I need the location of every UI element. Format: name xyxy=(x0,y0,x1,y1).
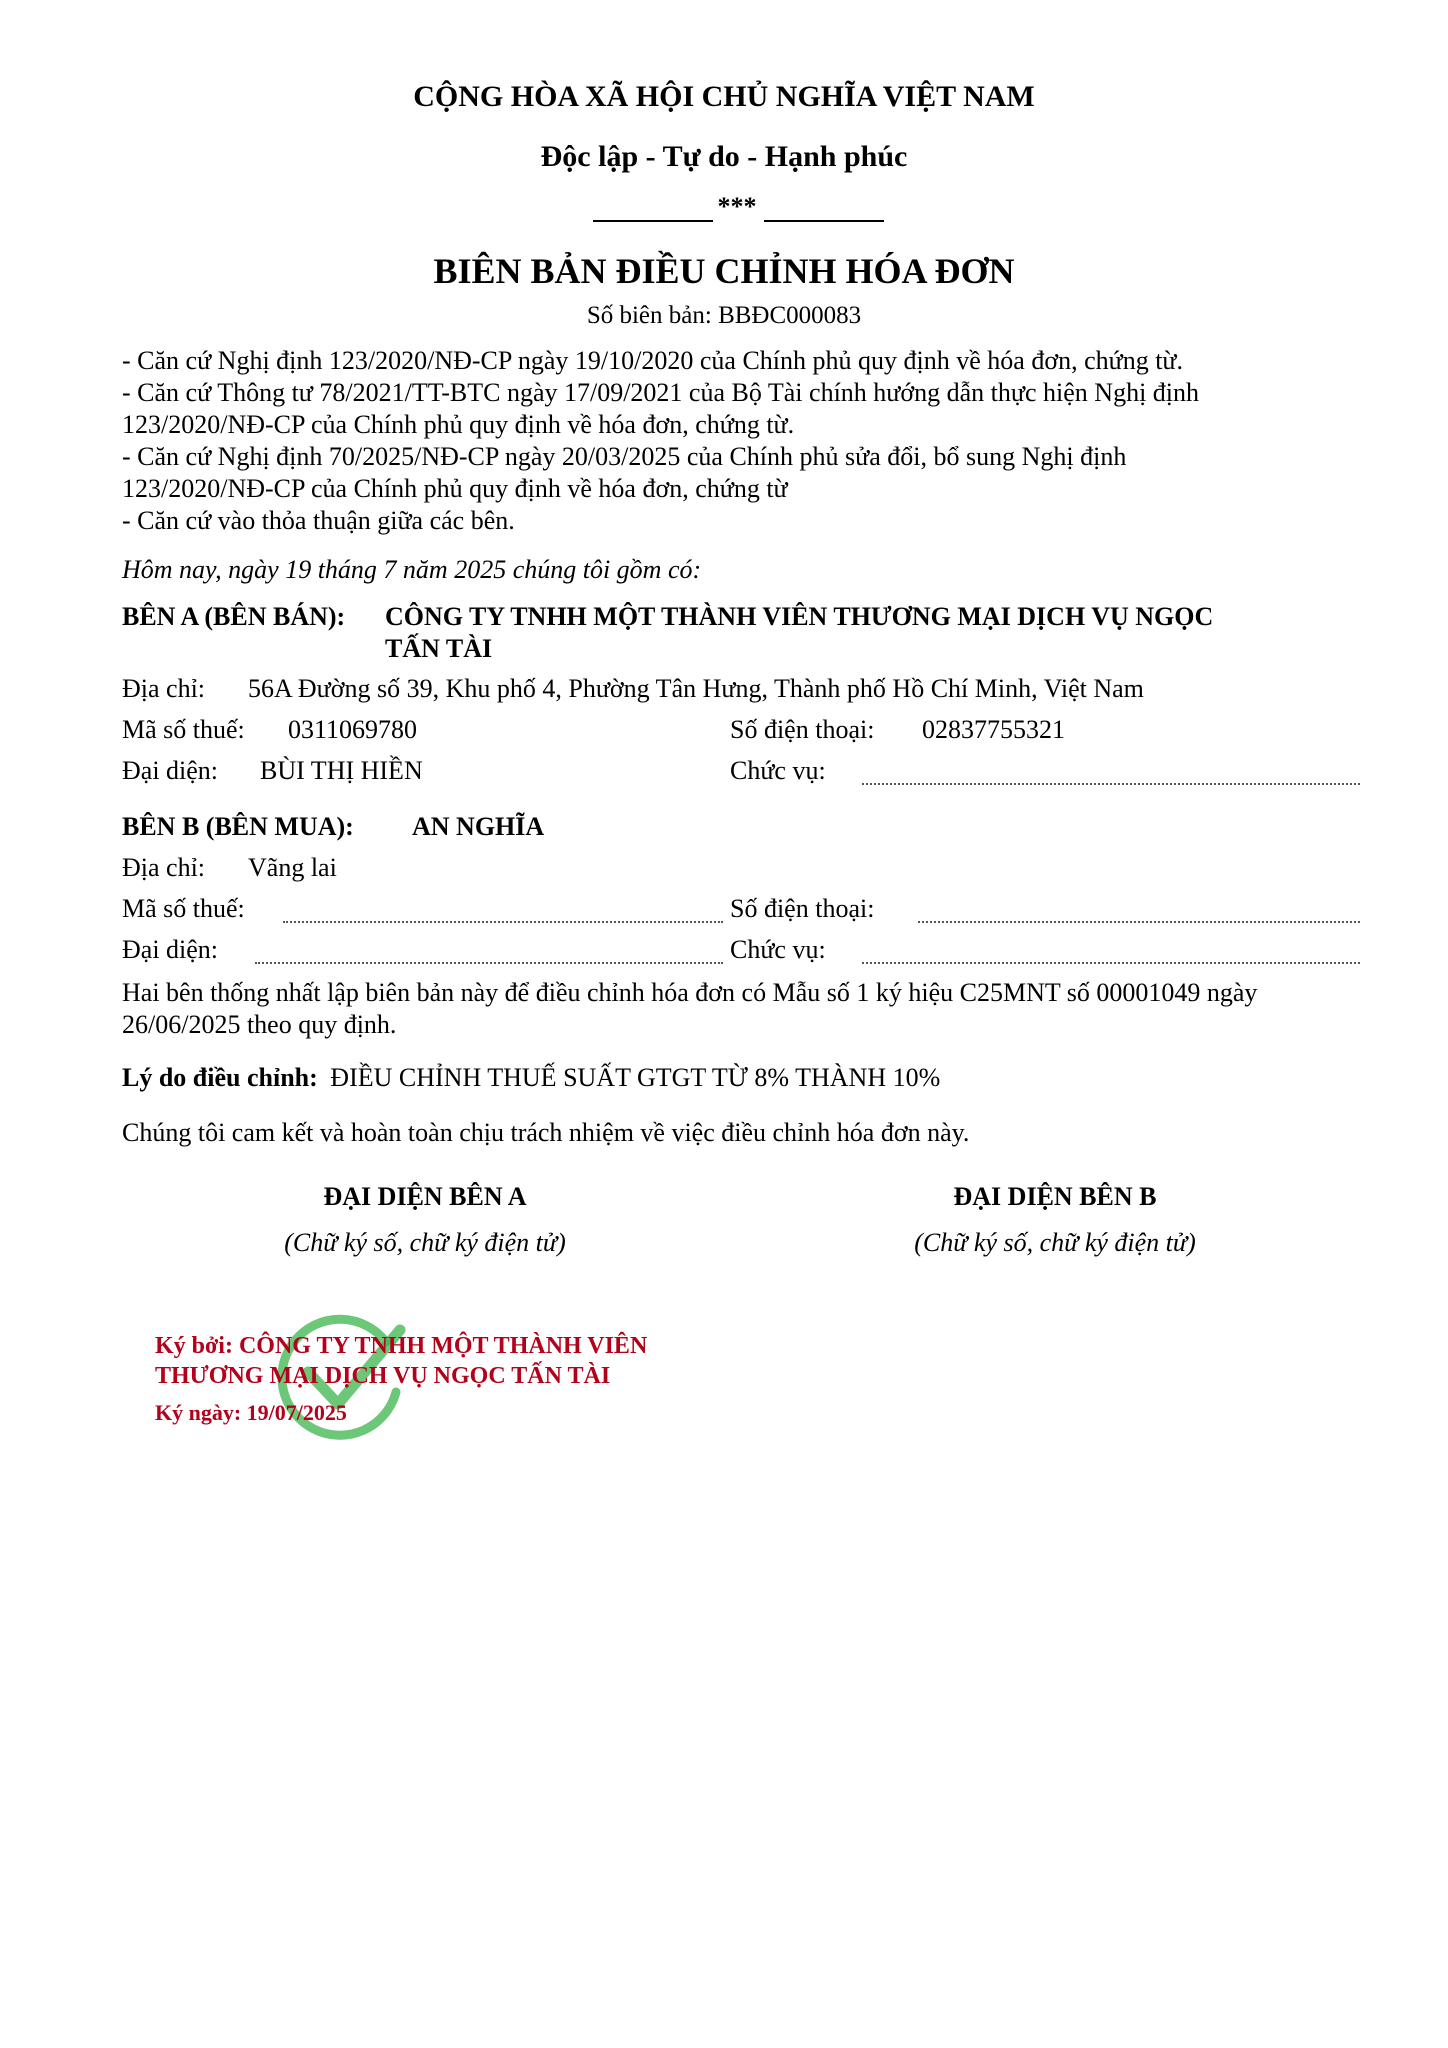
document-title: BIÊN BẢN ĐIỀU CHỈNH HÓA ĐƠN xyxy=(433,251,1015,291)
party-b-tax-label: Mã số thuế: xyxy=(122,894,245,923)
party-a-rep-label: Đại diện: xyxy=(122,756,219,785)
party-a-address-label: Địa chỉ: xyxy=(122,674,206,703)
country-header: CỘNG HÒA XÃ HỘI CHỦ NGHĨA VIỆT NAM xyxy=(413,80,1035,113)
agreement-line: Hai bên thống nhất lập biên bản này để điều chỉnh hóa đơn có Mẫu số 1 ký hiệu C25MNT số 00001049 ngày xyxy=(122,978,1258,1007)
party-a-phone-label: Số điện thoại: xyxy=(730,715,875,744)
header-rule-right xyxy=(764,220,884,222)
party-b-name: AN NGHĨA xyxy=(412,812,545,841)
header-rule-left xyxy=(593,220,713,222)
party-b-address-label: Địa chỉ: xyxy=(122,853,206,882)
today-line: Hôm nay, ngày 19 tháng 7 năm 2025 chúng tôi gồm có: xyxy=(122,555,702,584)
header-stars: *** xyxy=(717,192,757,221)
legal-basis-line: - Căn cứ vào thỏa thuận giữa các bên. xyxy=(122,506,515,535)
legal-basis-line: 123/2020/NĐ-CP của Chính phủ quy định về hóa đơn, chứng từ xyxy=(122,474,788,503)
legal-basis-line: 123/2020/NĐ-CP của Chính phủ quy định về hóa đơn, chứng từ. xyxy=(122,410,795,439)
party-a-label: BÊN A (BÊN BÁN): xyxy=(122,602,346,631)
party-a-phone: 02837755321 xyxy=(922,715,1065,744)
signature-b-title: ĐẠI DIỆN BÊN B xyxy=(953,1182,1157,1211)
legal-basis-line: - Căn cứ Nghị định 70/2025/NĐ-CP ngày 20/03/2025 của Chính phủ sửa đổi, bổ sung Nghị định xyxy=(122,442,1127,471)
signed-by-line: Ký bởi: CÔNG TY TNHH MỘT THÀNH VIÊN xyxy=(155,1333,648,1359)
party-a-tax-code: 0311069780 xyxy=(288,715,418,744)
party-a-name: CÔNG TY TNHH MỘT THÀNH VIÊN THƯƠNG MẠI DỊCH VỤ NGỌC xyxy=(385,602,1214,631)
party-a-position-blank xyxy=(862,783,1360,785)
signature-a-title: ĐẠI DIỆN BÊN A xyxy=(323,1182,527,1211)
record-number-value: BBĐC000083 xyxy=(718,302,862,329)
party-b-address: Vãng lai xyxy=(248,853,337,882)
motto: Độc lập - Tự do - Hạnh phúc xyxy=(540,140,908,173)
adjustment-reason xyxy=(122,1063,940,1093)
party-b-position-label: Chức vụ: xyxy=(730,935,826,964)
party-b-rep-blank xyxy=(255,962,723,964)
legal-basis-line: - Căn cứ Thông tư 78/2021/TT-BTC ngày 17/09/2021 của Bộ Tài chính hướng dẫn thực hiện Nghị định xyxy=(122,378,1200,407)
commitment: Chúng tôi cam kết và hoàn toàn chịu trách nhiệm về việc điều chỉnh hóa đơn này. xyxy=(122,1118,970,1147)
signature-a-note: (Chữ ký số, chữ ký điện tử) xyxy=(284,1228,566,1257)
reason-label: Lý do điều chỉnh: xyxy=(122,1063,318,1092)
party-b-label: BÊN B (BÊN MUA): xyxy=(122,812,354,841)
legal-basis-line: - Căn cứ Nghị định 123/2020/NĐ-CP ngày 19/10/2020 của Chính phủ quy định về hóa đơn, chứng từ. xyxy=(122,346,1184,375)
party-a-name-cont: TẤN TÀI xyxy=(385,634,493,663)
party-a-tax-label: Mã số thuế: xyxy=(122,715,245,744)
agreement-line: 26/06/2025 theo quy định. xyxy=(122,1010,397,1039)
record-number xyxy=(0,302,1448,330)
party-a-position-label: Chức vụ: xyxy=(730,756,826,785)
signature-b-note: (Chữ ký số, chữ ký điện tử) xyxy=(914,1228,1196,1257)
party-a-address: 56A Đường số 39, Khu phố 4, Phường Tân Hưng, Thành phố Hồ Chí Minh, Việt Nam xyxy=(248,674,1144,703)
party-a-rep: BÙI THỊ HIỀN xyxy=(260,756,423,785)
party-b-phone-label: Số điện thoại: xyxy=(730,894,875,923)
record-number-label: Số biên bản: xyxy=(586,302,712,329)
party-b-phone-blank xyxy=(918,921,1360,923)
party-b-tax-blank xyxy=(283,921,723,923)
party-b-position-blank xyxy=(862,962,1360,964)
signed-date: Ký ngày: 19/07/2025 xyxy=(155,1400,347,1425)
signed-by-line: THƯƠNG MẠI DỊCH VỤ NGỌC TẤN TÀI xyxy=(155,1363,611,1389)
reason-value: ĐIỀU CHỈNH THUẾ SUẤT GTGT TỪ 8% THÀNH 10% xyxy=(330,1063,941,1092)
party-b-rep-label: Đại diện: xyxy=(122,935,219,964)
